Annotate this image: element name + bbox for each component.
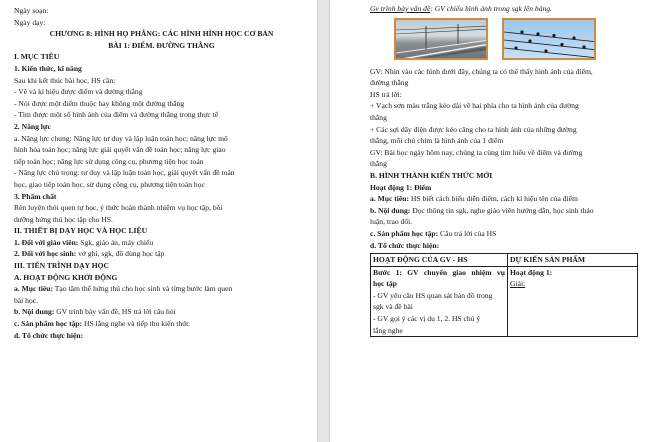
label-prefix: c. Sản phẩm học tập: bbox=[370, 228, 439, 238]
activity-line: - GV yêu cầu HS quan sát bản đồ trong bbox=[373, 290, 493, 300]
heading-line: d. Tổ chức thực hiện: bbox=[370, 240, 440, 250]
table-header-cell: DỰ KIẾN SẢN PHẨM bbox=[508, 254, 638, 267]
text-line bbox=[14, 237, 309, 249]
text-line bbox=[14, 248, 309, 260]
heading-line: 3. Phẩm chất bbox=[14, 191, 57, 201]
label-rest: Đọc thông tin sgk, nghe giáo viên hướng dẫn, học sinh thảo bbox=[410, 205, 594, 215]
heading-line: d. Tổ chức thực hiện: bbox=[14, 330, 84, 340]
text-line: - Nói được một điểm thuộc hay không một đường thẳng bbox=[14, 98, 185, 108]
text-line: Ngày soạn: bbox=[14, 6, 49, 15]
label-prefix: a. Mục tiêu: bbox=[370, 194, 410, 204]
text-line bbox=[14, 318, 309, 330]
teacher-student-activity-cell bbox=[371, 266, 508, 337]
label-prefix: 2. Đối với học sinh: bbox=[14, 249, 77, 259]
table-row bbox=[371, 266, 638, 337]
text-line: HS trả lời: bbox=[370, 89, 402, 99]
heading-line: 2. Năng lực bbox=[14, 121, 51, 131]
text-line: - Năng lực chủ trọng: tư duy và lập luận toán học, giải quyết vấn đề toán bbox=[14, 168, 235, 178]
product-subtitle: Giải: bbox=[510, 279, 526, 289]
text-line: GV: Nhìn vào các hình dưới đây, chúng ta có thể thấy hình ảnh của điểm, bbox=[370, 66, 593, 76]
heading-line: BÀI 1: ĐIỂM. ĐƯỜNG THẲNG bbox=[108, 40, 215, 50]
heading-line: I. MỤC TIÊU bbox=[14, 52, 60, 62]
text-line: Rèn luyện thói quen tự học, ý thức hoàn thành nhiệm vụ học tập, bồi bbox=[14, 203, 223, 213]
text-line: + Vạch sơn màu trắng kéo dài về hai phía cho ta hình ảnh của đường bbox=[370, 101, 579, 111]
text-line: dưỡng hứng thú học tập cho HS. bbox=[14, 214, 113, 224]
activity-line: lắng nghe bbox=[373, 325, 403, 335]
label-prefix: 1. Đối với giáo viên: bbox=[14, 237, 79, 247]
text-line: + Các sợi dây điện được kéo căng cho ta hình ảnh của những đường bbox=[370, 124, 577, 134]
text-line: luận, trao đổi. bbox=[370, 217, 413, 227]
text-line bbox=[370, 205, 636, 217]
heading-line: II. THIẾT BỊ DẠY HỌC VÀ HỌC LIỆU bbox=[14, 226, 148, 236]
text-line: - Tìm được một số hình ảnh của điểm và đường thẳng trong thực tế bbox=[14, 110, 219, 120]
text-line: học, giao tiếp toán học, sử dụng công cụ, phương tiện toán học bbox=[14, 179, 205, 189]
label-rest: Sgk, giáo án, máy chiếu bbox=[78, 237, 154, 247]
label-prefix: c. Sản phẩm học tập: bbox=[14, 319, 83, 329]
label-prefix: b. Nội dung: bbox=[14, 307, 55, 317]
intro-rest: : GV chiếu hình ảnh trong sgk lên bảng. bbox=[430, 4, 553, 13]
label-rest: vở ghi, sgk, đồ dùng học tập bbox=[76, 249, 165, 259]
text-line: đường thẳng bbox=[370, 78, 409, 88]
document-page-right bbox=[330, 0, 650, 442]
text-line: a. Năng lực chung: Năng lực tư duy và lập luận toán học; năng lực mô bbox=[14, 133, 228, 143]
table-header-row bbox=[371, 254, 638, 267]
label-prefix: b. Nội dung: bbox=[370, 205, 411, 215]
heading-line: 1. Kiến thức, kĩ năng bbox=[14, 63, 82, 73]
label-rest: HS biết cách biểu diễn điểm, cách kí hiệu tên của điểm bbox=[409, 194, 578, 204]
label-rest: HS lắng nghe và tiếp thu kiến thức bbox=[82, 319, 190, 329]
text-line bbox=[14, 306, 309, 318]
activity-line: - GV gọi ý các vị dụ 1, 2. HS chú ý bbox=[373, 314, 481, 324]
heading-line: A. HOẠT ĐỘNG KHỞI ĐỘNG bbox=[14, 272, 118, 282]
text-line: tiếp toán học; năng lực sử dụng công cụ, phương tiện học toán bbox=[14, 156, 204, 166]
right-body-text bbox=[370, 66, 636, 252]
text-line: Sau khi kết thúc bài học, HS cần: bbox=[14, 75, 116, 85]
step-title-cont: học tập bbox=[373, 279, 397, 289]
text-line: bài học. bbox=[14, 295, 39, 305]
text-line: thẳng bbox=[370, 159, 387, 169]
label-rest: Câu trả lời của HS bbox=[438, 228, 497, 238]
text-line: - Vẽ và kí hiệu được điểm và đường thẳng bbox=[14, 87, 143, 97]
intro-prefix: Gv trình bày vấn đề bbox=[370, 4, 431, 13]
heading-line: III. TIẾN TRÌNH DẠY HỌC bbox=[14, 261, 110, 271]
table-header-cell: HOẠT ĐỘNG CỦA GV - HS bbox=[371, 254, 508, 267]
step-title: Bước 1: GV chuyển giao nhiệm vụ bbox=[373, 267, 505, 277]
birds-on-wires-photo bbox=[502, 18, 596, 60]
activity-line: sgk và đề bài bbox=[373, 302, 413, 312]
product-title: Hoạt động 1: bbox=[510, 267, 553, 277]
activity-table bbox=[370, 253, 638, 337]
label-prefix: a. Mục tiêu: bbox=[14, 284, 54, 294]
text-line: thẳng, mỗi chú chim là hình ảnh của 1 điểm bbox=[370, 136, 504, 146]
heading-line: Hoạt động 1: Điểm bbox=[370, 182, 432, 192]
text-line: hình hóa toán học; năng lực giải quyết vấn đề toán học; năng lực giao bbox=[14, 145, 226, 155]
intro-line bbox=[370, 3, 636, 15]
heading-line: CHƯƠNG 8: HÌNH HỌ PHẲNG: CÁC HÌNH HÌNH HỌC CƠ BẢN bbox=[49, 29, 274, 39]
text-line: thẳng bbox=[370, 112, 387, 122]
text-line: Ngày dạy: bbox=[14, 17, 46, 27]
text-line bbox=[14, 283, 309, 295]
text-line bbox=[370, 228, 636, 240]
document-page-left bbox=[0, 0, 317, 442]
expected-product-cell bbox=[508, 266, 638, 337]
label-rest: Tạo tâm thế hứng thú cho học sinh và từng bước làm quen bbox=[53, 284, 233, 294]
label-rest: GV trình bày vấn đề, HS trả lời câu hỏi bbox=[54, 307, 176, 317]
railway-photo bbox=[394, 18, 488, 60]
heading-line: B. HÌNH THÀNH KIẾN THỨC MỚI bbox=[370, 170, 493, 180]
text-line bbox=[370, 193, 636, 205]
text-line: GV: Bài học ngày hôm nay, chúng ta cùng tìm hiểu về điểm và đường bbox=[370, 147, 583, 157]
illustration-row bbox=[394, 18, 636, 60]
